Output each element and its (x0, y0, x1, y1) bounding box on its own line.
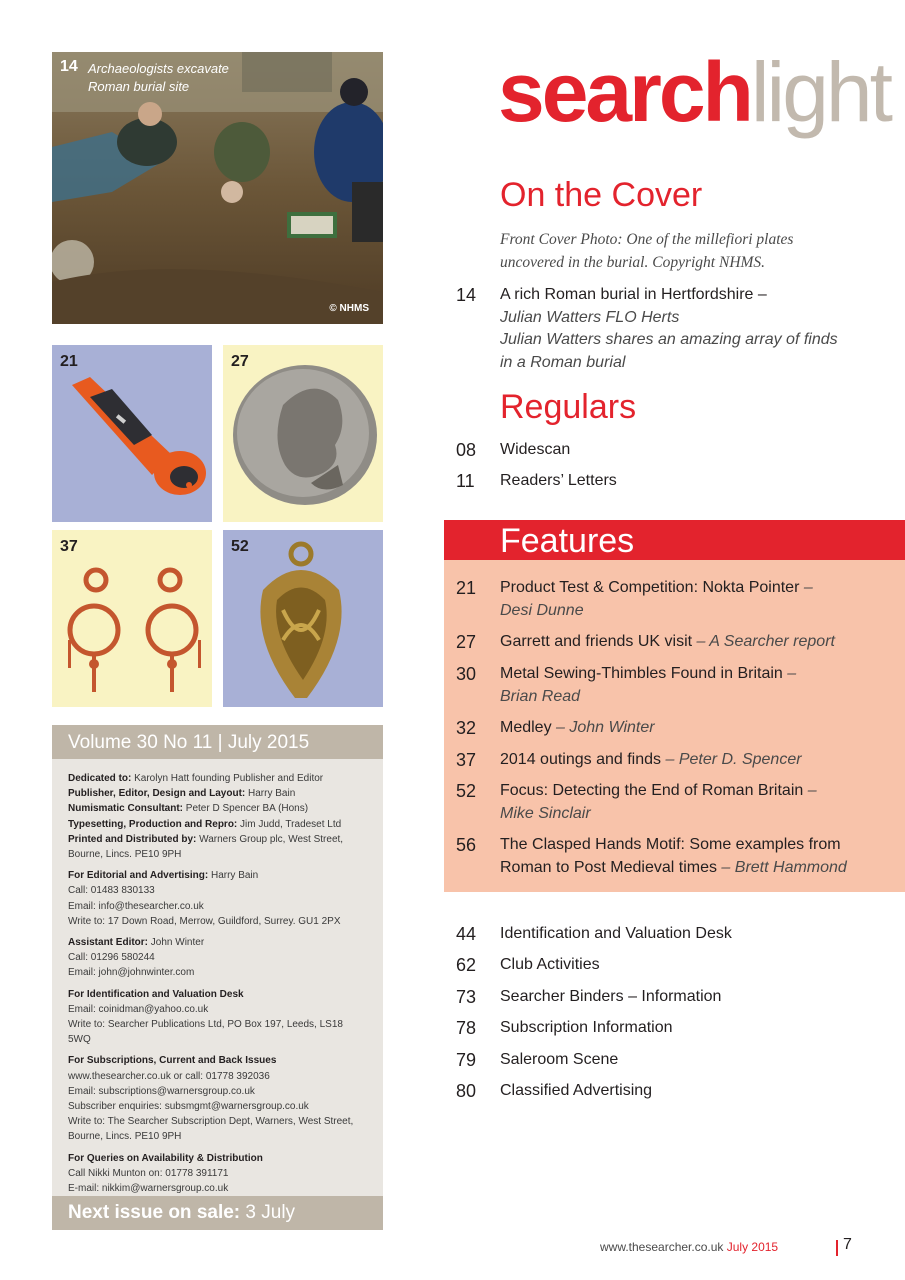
credits-text: E-mail: nikkim@warnersgroup.co.uk (68, 1183, 229, 1195)
credits-line (68, 1004, 208, 1015)
next-issue-label: Next issue on sale: (68, 1202, 241, 1223)
credits-block (68, 1053, 367, 1144)
credits-block (68, 987, 367, 1048)
entry-text (500, 284, 860, 374)
entry-title: Readers’ Letters (500, 472, 617, 489)
credits-line (68, 834, 343, 860)
credits-line (68, 1168, 228, 1179)
entry-text (500, 439, 860, 462)
entry-page-number: 37 (456, 750, 477, 770)
credits-text: Call Nikki Munton on: 01778 391171 (68, 1167, 229, 1179)
entry-author: Brett Hammond (734, 858, 847, 876)
cover-photo-caption (500, 228, 830, 274)
volume-heading: Volume 30 No 11 | July 2015 (52, 725, 383, 759)
entry-text (500, 1049, 860, 1072)
credits-block (68, 868, 367, 929)
entry-title: Club Activities (500, 956, 600, 973)
credits-line (68, 803, 308, 814)
entry-page-number: 52 (456, 781, 477, 801)
hero-photo (52, 52, 383, 324)
entry-separator: – (692, 633, 710, 650)
entry-separator: – (661, 751, 679, 768)
credits-label: Dedicated to: (68, 773, 132, 784)
entry-title: Garrett and friends UK visit (500, 633, 693, 650)
credits-line (68, 916, 341, 927)
website-url[interactable]: www.thesearcher.co.uk (600, 1240, 724, 1254)
tile-nokta-pointer (52, 345, 212, 522)
features-heading: Features (500, 522, 635, 560)
credits-line (68, 937, 204, 948)
entry-separator: – (803, 782, 817, 799)
entry-text (500, 663, 860, 708)
entry-text (500, 631, 860, 654)
logo-light: light (750, 45, 890, 139)
entry-page-number: 11 (456, 471, 475, 491)
entry-text (500, 1017, 860, 1040)
entry-separator: – (716, 858, 735, 876)
hero-caption-line-1: Archaeologists excavate (88, 61, 229, 76)
credits-text: Email: coinidman@yahoo.co.uk (68, 1003, 209, 1015)
earrings-image (52, 530, 212, 707)
credits-panel (52, 725, 383, 1230)
credits-line (68, 885, 155, 896)
entry-author: Peter D. Spencer (678, 751, 802, 768)
entry-title: Classified Advertising (500, 1082, 653, 1099)
entry-title: Searcher Binders – Information (500, 988, 722, 1005)
credits-line (68, 819, 341, 830)
footer-divider (836, 1240, 838, 1256)
credits-label: Publisher, Editor, Design and Layout: (68, 788, 246, 800)
next-issue-date: 3 July (240, 1202, 296, 1223)
credits-text: Email: john@johnwinter.com (68, 967, 195, 979)
pendant-image (223, 530, 383, 707)
credits-label: Printed and Distributed by: (68, 833, 197, 845)
credits-text: Call: 01296 580244 (68, 952, 155, 964)
entry-text (500, 923, 860, 946)
credits-text: Karolyn Hatt founding Publisher and Editor (131, 773, 324, 784)
cover-photo-line-2: uncovered in the burial. Copyright NHMS. (500, 254, 766, 271)
tile-roman-coin (223, 345, 383, 522)
entry-separator: – (799, 579, 813, 596)
entry-page-number: 78 (456, 1018, 477, 1038)
entry-text (500, 577, 860, 622)
entry-page-number: 56 (456, 835, 477, 855)
footer-issue: July 2015 (723, 1240, 779, 1254)
entry-page-number: 80 (456, 1081, 477, 1101)
entry-page-number: 32 (456, 718, 477, 738)
entry-author: Desi Dunne (500, 601, 584, 619)
credits-label: Typesetting, Production and Repro: (68, 818, 238, 830)
credits-line (68, 1071, 270, 1082)
entry-author: Mike Sinclair (500, 804, 591, 822)
credits-text: Write to: The Searcher Subscription Dept, Warners, West Street, Bourne, Lincs. PE10 9PH (68, 1116, 354, 1143)
credits-text: Peter D Spencer BA (Hons) (183, 803, 309, 815)
entry-page-number: 08 (456, 440, 477, 460)
entry-title: Subscription Information (500, 1019, 673, 1036)
logo-search: search (498, 45, 751, 139)
credits-text: Write to: 17 Down Road, Merrow, Guildford, Surrey. GU1 2PX (68, 915, 341, 927)
regulars-heading: Regulars (500, 388, 637, 426)
credits-text: Harry Bain (208, 870, 259, 882)
entry-dash: – (753, 286, 767, 303)
credits-line (68, 1116, 353, 1142)
tile-roman-pendant (223, 530, 383, 707)
credits-line (68, 1086, 255, 1097)
entry-page-number: 62 (456, 955, 477, 975)
credits-line (68, 788, 295, 799)
entry-title: Medley (500, 719, 552, 736)
credits-block (68, 1151, 367, 1197)
credits-text: Email: subscriptions@warnersgroup.co.uk (68, 1085, 255, 1097)
entry-text (500, 749, 860, 772)
entry-desc-1: Julian Watters shares an amazing array of finds (500, 331, 838, 348)
entry-title: Product Test & Competition: Nokta Pointer (500, 579, 800, 596)
credits-label: Numismatic Consultant: (68, 803, 184, 815)
cover-photo-line-1: Front Cover Photo: One of the millefiori plates (500, 231, 794, 248)
footer-website (600, 1240, 778, 1254)
credits-text: Email: info@thesearcher.co.uk (68, 900, 204, 912)
credits-text: www.thesearcher.co.uk or call: 01778 392036 (68, 1070, 270, 1082)
credits-label: For Subscriptions, Current and Back Issues (68, 1055, 277, 1067)
entry-page-number: 79 (456, 1050, 477, 1070)
hero-caption (88, 60, 229, 96)
entry-page-number: 73 (456, 987, 477, 1007)
entry-page-number: 27 (456, 632, 477, 652)
next-issue-bar (52, 1196, 383, 1230)
credits-line (68, 901, 204, 912)
credits-label: For Queries on Availability & Distribution (68, 1152, 263, 1164)
credits-line (68, 1055, 276, 1066)
entry-page-number: 30 (456, 664, 477, 684)
pointer-detector-image (52, 345, 212, 522)
entry-text (500, 1080, 860, 1103)
entry-title: A rich Roman burial in Hertfordshire (500, 286, 754, 303)
tile-page-number: 37 (60, 538, 78, 555)
entry-text (500, 954, 860, 977)
credits-text: Harry Bain (245, 788, 296, 800)
credits-line (68, 1101, 309, 1112)
entry-title: Widescan (500, 441, 571, 458)
credits-line (68, 773, 323, 784)
credits-block (68, 935, 367, 981)
credits-body (52, 759, 383, 1196)
entry-title: The Clasped Hands Motif: Some examples from Roman to Post Medieval times (500, 836, 841, 876)
entry-page-number: 21 (456, 578, 477, 598)
entry-page-number: 44 (456, 924, 477, 944)
credits-line (68, 1153, 263, 1164)
roman-coin-image (223, 345, 383, 522)
credits-text: Write to: Searcher Publications Ltd, PO Box 197, Leeds, LS18 5WQ (68, 1019, 343, 1046)
searchlight-logo (498, 42, 890, 142)
credits-text: Subscriber enquiries: subsmgmt@warnersgroup.co.uk (68, 1101, 309, 1113)
credits-label: For Identification and Valuation Desk (68, 988, 244, 1000)
entry-text (500, 780, 860, 825)
entry-title: Metal Sewing-Thimbles Found in Britain (500, 665, 783, 682)
hero-page-number: 14 (60, 58, 78, 75)
entry-desc-2: in a Roman burial (500, 353, 626, 371)
entry-author: A Searcher report (709, 633, 835, 650)
entry-text (500, 986, 860, 1009)
credits-text: Warners Group plc, West Street, Bourne, Lincs. PE10 9PH (68, 833, 344, 861)
entry-text (500, 717, 860, 740)
credits-label: For Editorial and Advertising: (68, 870, 209, 882)
page-number: 7 (843, 1236, 852, 1253)
credits-line (68, 870, 258, 881)
credits-text: Jim Judd, Tradeset Ltd (237, 818, 342, 830)
tile-page-number: 21 (60, 353, 78, 370)
entry-author: John Winter (569, 719, 655, 736)
hero-caption-line-2: Roman burial site (88, 79, 190, 94)
entry-author: Brian Read (500, 687, 581, 705)
credits-block (68, 771, 367, 862)
credits-line (68, 989, 244, 1000)
on-the-cover-heading: On the Cover (500, 176, 703, 214)
entry-title: Identification and Valuation Desk (500, 925, 732, 942)
credits-text: John Winter (148, 937, 205, 949)
entry-separator: – (551, 719, 570, 736)
entry-separator: – (782, 665, 797, 682)
credits-line (68, 1183, 228, 1194)
entry-text (500, 834, 860, 879)
credits-text: Call: 01483 830133 (68, 885, 155, 897)
credits-line (68, 967, 194, 978)
credits-line (68, 952, 155, 963)
tile-page-number: 27 (231, 353, 249, 370)
tile-earrings (52, 530, 212, 707)
entry-text (500, 470, 860, 493)
entry-author: Julian Watters FLO Herts (500, 308, 680, 326)
entry-title: 2014 outings and finds (500, 751, 662, 768)
credits-line (68, 1019, 343, 1045)
entry-title: Focus: Detecting the End of Roman Britain (500, 782, 804, 799)
entry-title: Saleroom Scene (500, 1051, 619, 1068)
photo-credit: © NHMS (329, 303, 369, 314)
entry-page-number: 14 (456, 285, 477, 305)
credits-label: Assistant Editor: (68, 937, 149, 949)
tile-page-number: 52 (231, 538, 249, 555)
